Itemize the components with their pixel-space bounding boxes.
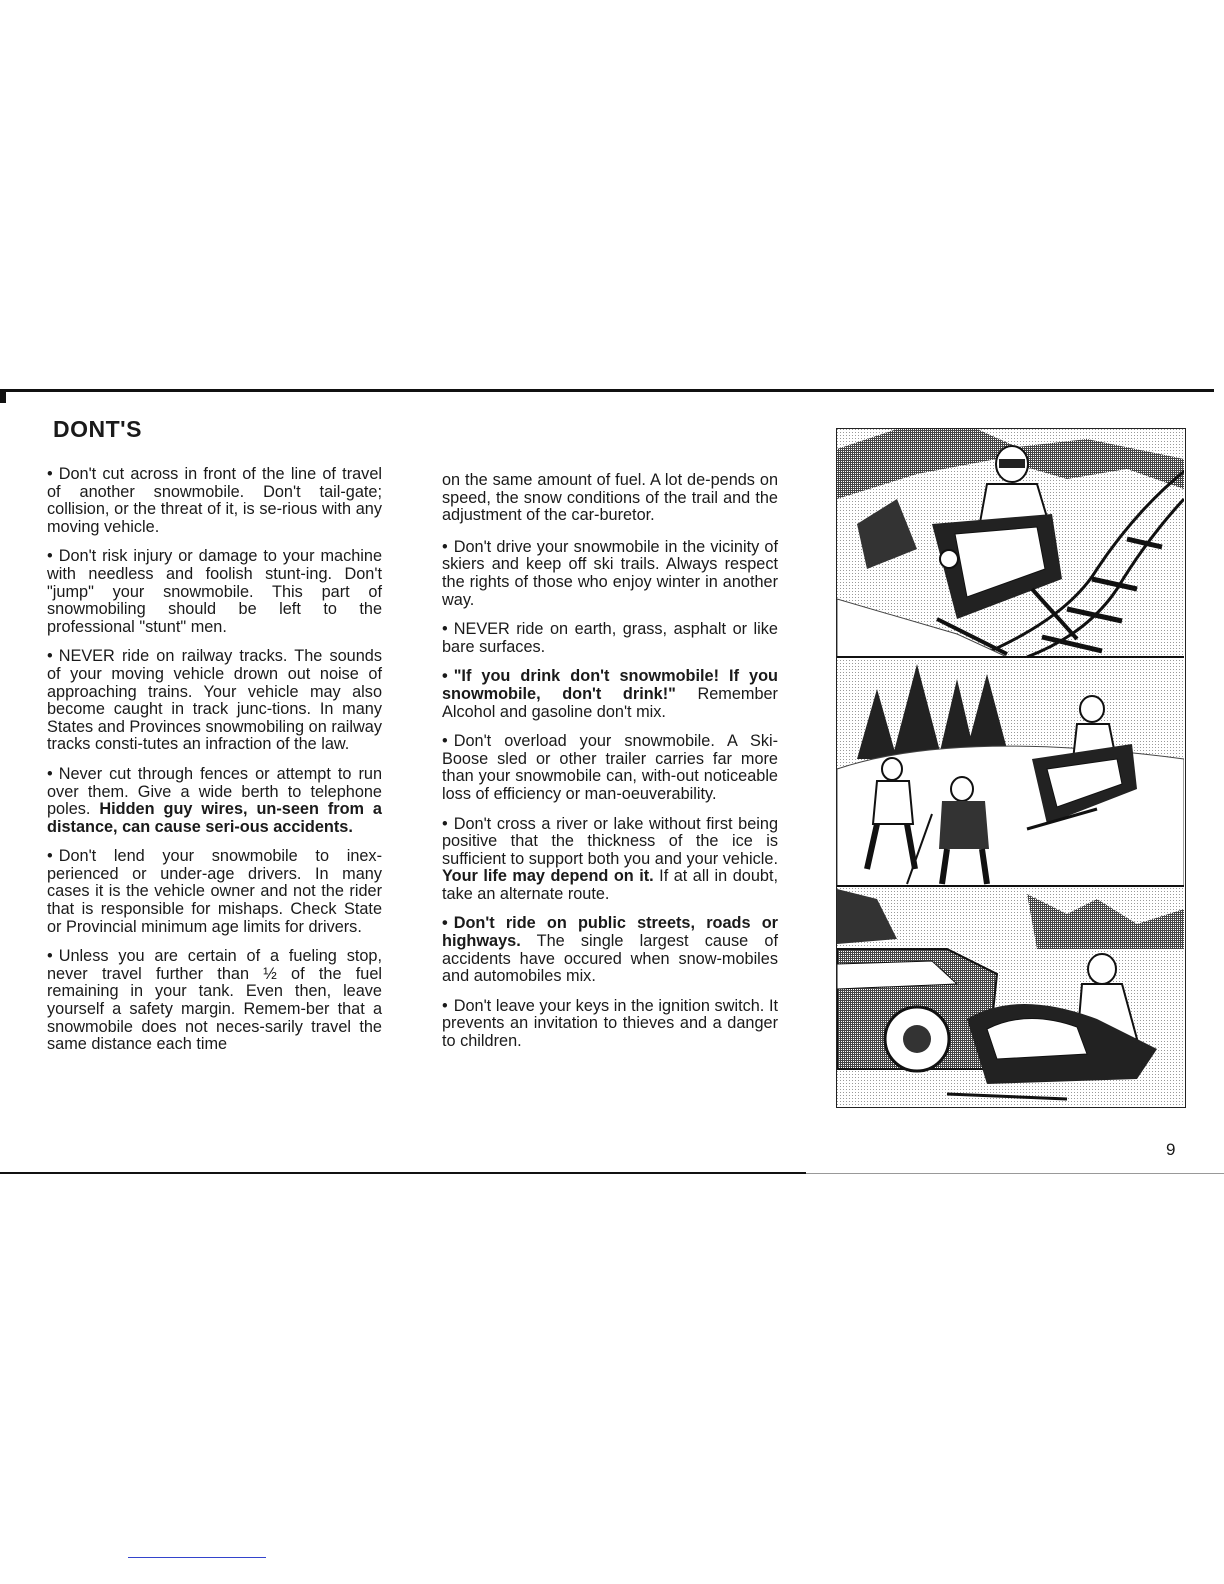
list-item: • Don't leave your keys in the ignition switch. It prevents an invitation to thieves and a danger to children. — [442, 996, 778, 1051]
list-item: • Unless you are certain of a fueling stop, never travel further than ½ of the fuel remaining in your tank. Even then, leave yourself a safety margin. Remem-ber that a snowmobile does not neces-sarily travel the same distance each time — [47, 947, 382, 1054]
list-item: • Don't risk injury or damage to your machine with needless and foolish stunt-ing. Don't "jump" your snowmobile. This part of snowmobiling should be left to the professional "stunt" men. — [47, 547, 382, 636]
snowmobile-illustrations — [837, 429, 1184, 1106]
car — [837, 949, 997, 1071]
illustration-panel — [836, 428, 1186, 1108]
page-number: 9 — [1166, 1140, 1176, 1159]
top-rule-hook — [0, 389, 6, 403]
list-item: • NEVER ride on railway tracks. The sounds of your moving vehicle drown out noise of approaching trains. Your vehicle may also become caught in track junc-tions. In many States and Provinces snowmobiling on railway tracks consti-tutes an infraction of the law. — [47, 647, 382, 754]
road-scene — [837, 887, 1184, 1106]
top-rule — [0, 389, 1214, 392]
list-item: • "If you drink don't snowmobile! If you snowmobile, don't drink!" Remember Alcohol and gasoline don't mix. — [442, 667, 778, 721]
railway-scene — [837, 429, 1184, 657]
list-item: • Never cut through fences or attempt to run over them. Give a wide berth to telephone poles. Hidden guy wires, un-seen from a distance, can cause seri-ous accidents. — [47, 764, 382, 836]
skiers-scene — [837, 658, 1184, 886]
list-item: • Don't cut across in front of the line of travel of another snowmobile. Don't tail-gate; collision, or the threat of it, is se-rious with any moving vehicle. — [47, 465, 382, 536]
text-column-middle — [442, 472, 778, 1063]
footer-mark — [128, 1557, 266, 1558]
list-item: • Don't lend your snowmobile to inex-perienced or under-age drivers. In many cases it is the vehicle owner and not the rider that is responsible for mishaps. Check State or Provincial minimum age limits for drivers. — [47, 847, 382, 936]
text-column-left — [47, 466, 382, 1066]
list-item: • Don't cross a river or lake without first being positive that the thickness of the ice is sufficient to support both you and your vehicle. Your life may depend on it. If at all in doubt, take an alternate route. — [442, 814, 778, 903]
list-item: • Don't ride on public streets, roads or highways. The single largest cause of accidents have occured when snow-mobiles and automobiles mix. — [442, 914, 778, 986]
page-title: DONT'S — [53, 416, 142, 442]
bottom-rule — [0, 1172, 806, 1174]
list-item: • Don't drive your snowmobile in the vicinity of skiers and keep off ski trails. Always respect the rights of those who enjoy winter in another way. — [442, 537, 778, 609]
bottom-rule-thin — [806, 1173, 1224, 1174]
list-item: • Don't overload your snowmobile. A Ski-Boose sled or other trailer carries far more than your snowmobile can, with-out noticeable loss of efficiency or man-oeuverability. — [442, 732, 778, 803]
continuation-paragraph: on the same amount of fuel. A lot de-pends on speed, the snow conditions of the trail and the adjustment of the car-buretor. — [442, 471, 778, 525]
list-item: • NEVER ride on earth, grass, asphalt or like bare surfaces. — [442, 620, 778, 656]
